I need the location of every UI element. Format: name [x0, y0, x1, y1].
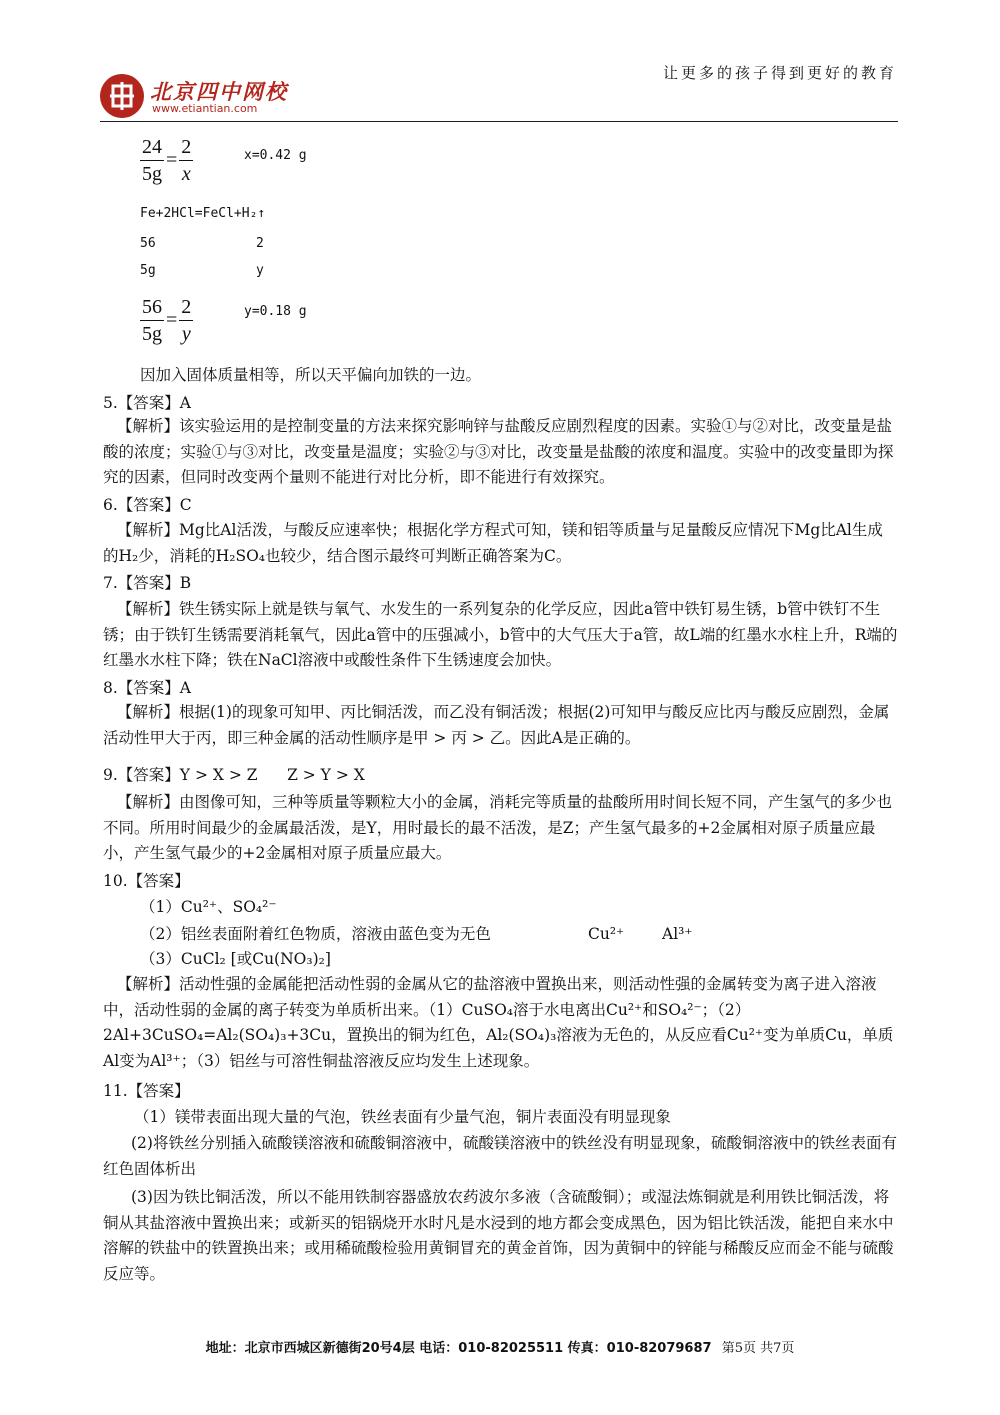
q10-analysis: 【解析】活动性强的金属能把活动性弱的金属从它的盐溶液中置换出来，则活动性强的金属转变为离子进入溶液中，活动性弱的金属的离子转变为单质析出来。（1）CuSO₄溶于水电离出Cu²⁺和SO₄²⁻；（2）2Al+3CuSO₄=Al₂(SO₄)₃+3Cu，置换出的铜为红色，Al₂(SO₄)₃溶液为无色的，从反应看Cu²⁺变为单质Cu，单质Al变为Al³⁺；（3）铝丝与可溶性铜盐溶液反应均发生上述现象。: [103, 975, 894, 1070]
q11-answer-2: (2)将铁丝分别插入硫酸镁溶液和硫酸铜溶液中，硫酸镁溶液中的铁丝没有明显现象，硫酸铜溶液中的铁丝表面有红色固体析出: [103, 1134, 897, 1178]
header-divider: [100, 121, 898, 122]
balance-conclusion: 因加入固体质量相等，所以天平偏向加铁的一边。: [140, 366, 482, 384]
q11-answer: 11.【答案】: [103, 1082, 190, 1100]
logo-seal-icon: [100, 74, 144, 118]
q10-answer-3: （3）CuCl₂ [或Cu(NO₃)₂]: [140, 950, 331, 968]
fe-row1-b: 2: [256, 236, 264, 251]
result-x: x=0.42 g: [244, 148, 307, 163]
q9-analysis: 【解析】由图像可知，三种等质量等颗粒大小的金属，消耗完等质量的盐酸所用时间长短不同，产生氢气的多少也不同。所用时间最少的金属最活泼，是Y，用时最长的最不活泼，是Z；产生氢气最多的+2金属相对原子质量应最小，产生氢气最少的+2金属相对原子质量应最大。: [103, 793, 893, 862]
footer-address: 地址：北京市西城区新德街20号4层 电话：010-82025511 传真：010-82079687: [205, 1341, 712, 1356]
q6-answer: 6.【答案】C: [103, 496, 192, 514]
fe-row2-a: 5g: [140, 263, 156, 278]
school-logo: [100, 74, 300, 120]
logo-url: www.etiantian.com: [152, 102, 258, 115]
q7-answer: 7.【答案】B: [103, 574, 192, 592]
fraction-equation-1: $\frac{24}{5g}$ = $\frac{2}{x}$: [142, 136, 192, 185]
frac1-num: 24: [140, 134, 164, 161]
q8-analysis: 【解析】根据(1)的现象可知甲、丙比铜活泼，而乙没有铜活泼；根据(2)可知甲与酸反应比丙与酸反应剧烈，金属活动性甲大于丙，即三种金属的活动性顺序是甲 > 丙 > 乙。因此A是正确的。: [103, 703, 890, 747]
q10-answer-1: （1）Cu²⁺、SO₄²⁻: [140, 898, 277, 916]
result-y: y=0.18 g: [244, 304, 307, 319]
q7-analysis: 【解析】铁生锈实际上就是铁与氧气、水发生的一系列复杂的化学反应，因此a管中铁钉易生锈，b管中铁钉不生锈；由于铁钉生锈需要消耗氧气，因此a管中的压强减小，b管中的大气压大于a管，故L端的红墨水水柱上升，R端的红墨水水柱下降；铁在NaCl溶液中或酸性条件下生锈速度会加快。: [103, 600, 898, 669]
frac2-den: 5g: [142, 323, 162, 345]
fraction-equation-2: $\frac{56}{5g}$ = $\frac{2}{y}$: [142, 296, 192, 345]
page-footer: [0, 1337, 1000, 1356]
q5-analysis: 【解析】该实验运用的是控制变量的方法来探究影响锌与盐酸反应剧烈程度的因素。实验①与②对比，改变量是盐酸的浓度；实验①与③对比，改变量是温度；实验②与③对比，改变量是盐酸的浓度和温度。实验中的改变量即为探究的因素，但同时改变两个量则不能进行对比分析，即不能进行有效探究。: [103, 417, 894, 486]
logo-name: 北京四中网校: [150, 79, 288, 104]
q9-answer: 9.【答案】Y > X > Z Z > Y > X: [103, 766, 365, 784]
frac1-den: 5g: [142, 163, 162, 185]
q10-ion-cu: Cu²⁺: [588, 925, 625, 943]
q10-answer-2: （2）铝丝表面附着红色物质，溶液由蓝色变为无色: [140, 925, 491, 943]
frac1-num2: 2: [179, 134, 193, 161]
q11-answer-3: (3)因为铁比铜活泼，所以不能用铁制容器盛放农药波尔多液（含硫酸铜）；或湿法炼铜就是利用铁比铜活泼，将铜从其盐溶液中置换出来；或新买的铝锅烧开水时凡是水浸到的地方都会变成黑色，因为铝比铁活泼，能把自来水中溶解的铁盐中的铁置换出来；或用稀硫酸检验用黄铜冒充的黄金首饰，因为黄铜中的锌能与稀酸反应而金不能与硫酸反应等。: [103, 1188, 894, 1283]
frac2-num2: 2: [179, 294, 193, 321]
q6-analysis: 【解析】Mg比Al活泼，与酸反应速率快；根据化学方程式可知，镁和铝等质量与足量酸反应情况下Mg比Al生成的H₂少，消耗的H₂SO₄也较少，结合图示最终可判断正确答案为C。: [103, 521, 883, 565]
fe-row2-b: y: [256, 263, 264, 278]
footer-page-number: 第5页 共7页: [721, 1341, 795, 1356]
fe-row1-a: 56: [140, 236, 156, 251]
q10-ion-al: Al³⁺: [662, 925, 693, 943]
header-slogan: 让更多的孩子得到更好的教育: [662, 64, 897, 82]
fe-equation: Fe+2HCl=FeCl+H₂↑: [140, 206, 266, 221]
frac1-den2: x: [181, 163, 191, 185]
frac2-num: 56: [140, 294, 164, 321]
q11-answer-1: （1）镁带表面出现大量的气泡，铁丝表面有少量气泡，铜片表面没有明显现象: [134, 1108, 671, 1126]
q5-answer: 5.【答案】A: [103, 394, 191, 412]
q10-answer: 10.【答案】: [103, 872, 190, 890]
frac2-den2: y: [181, 323, 191, 345]
q8-answer: 8.【答案】A: [103, 679, 191, 697]
